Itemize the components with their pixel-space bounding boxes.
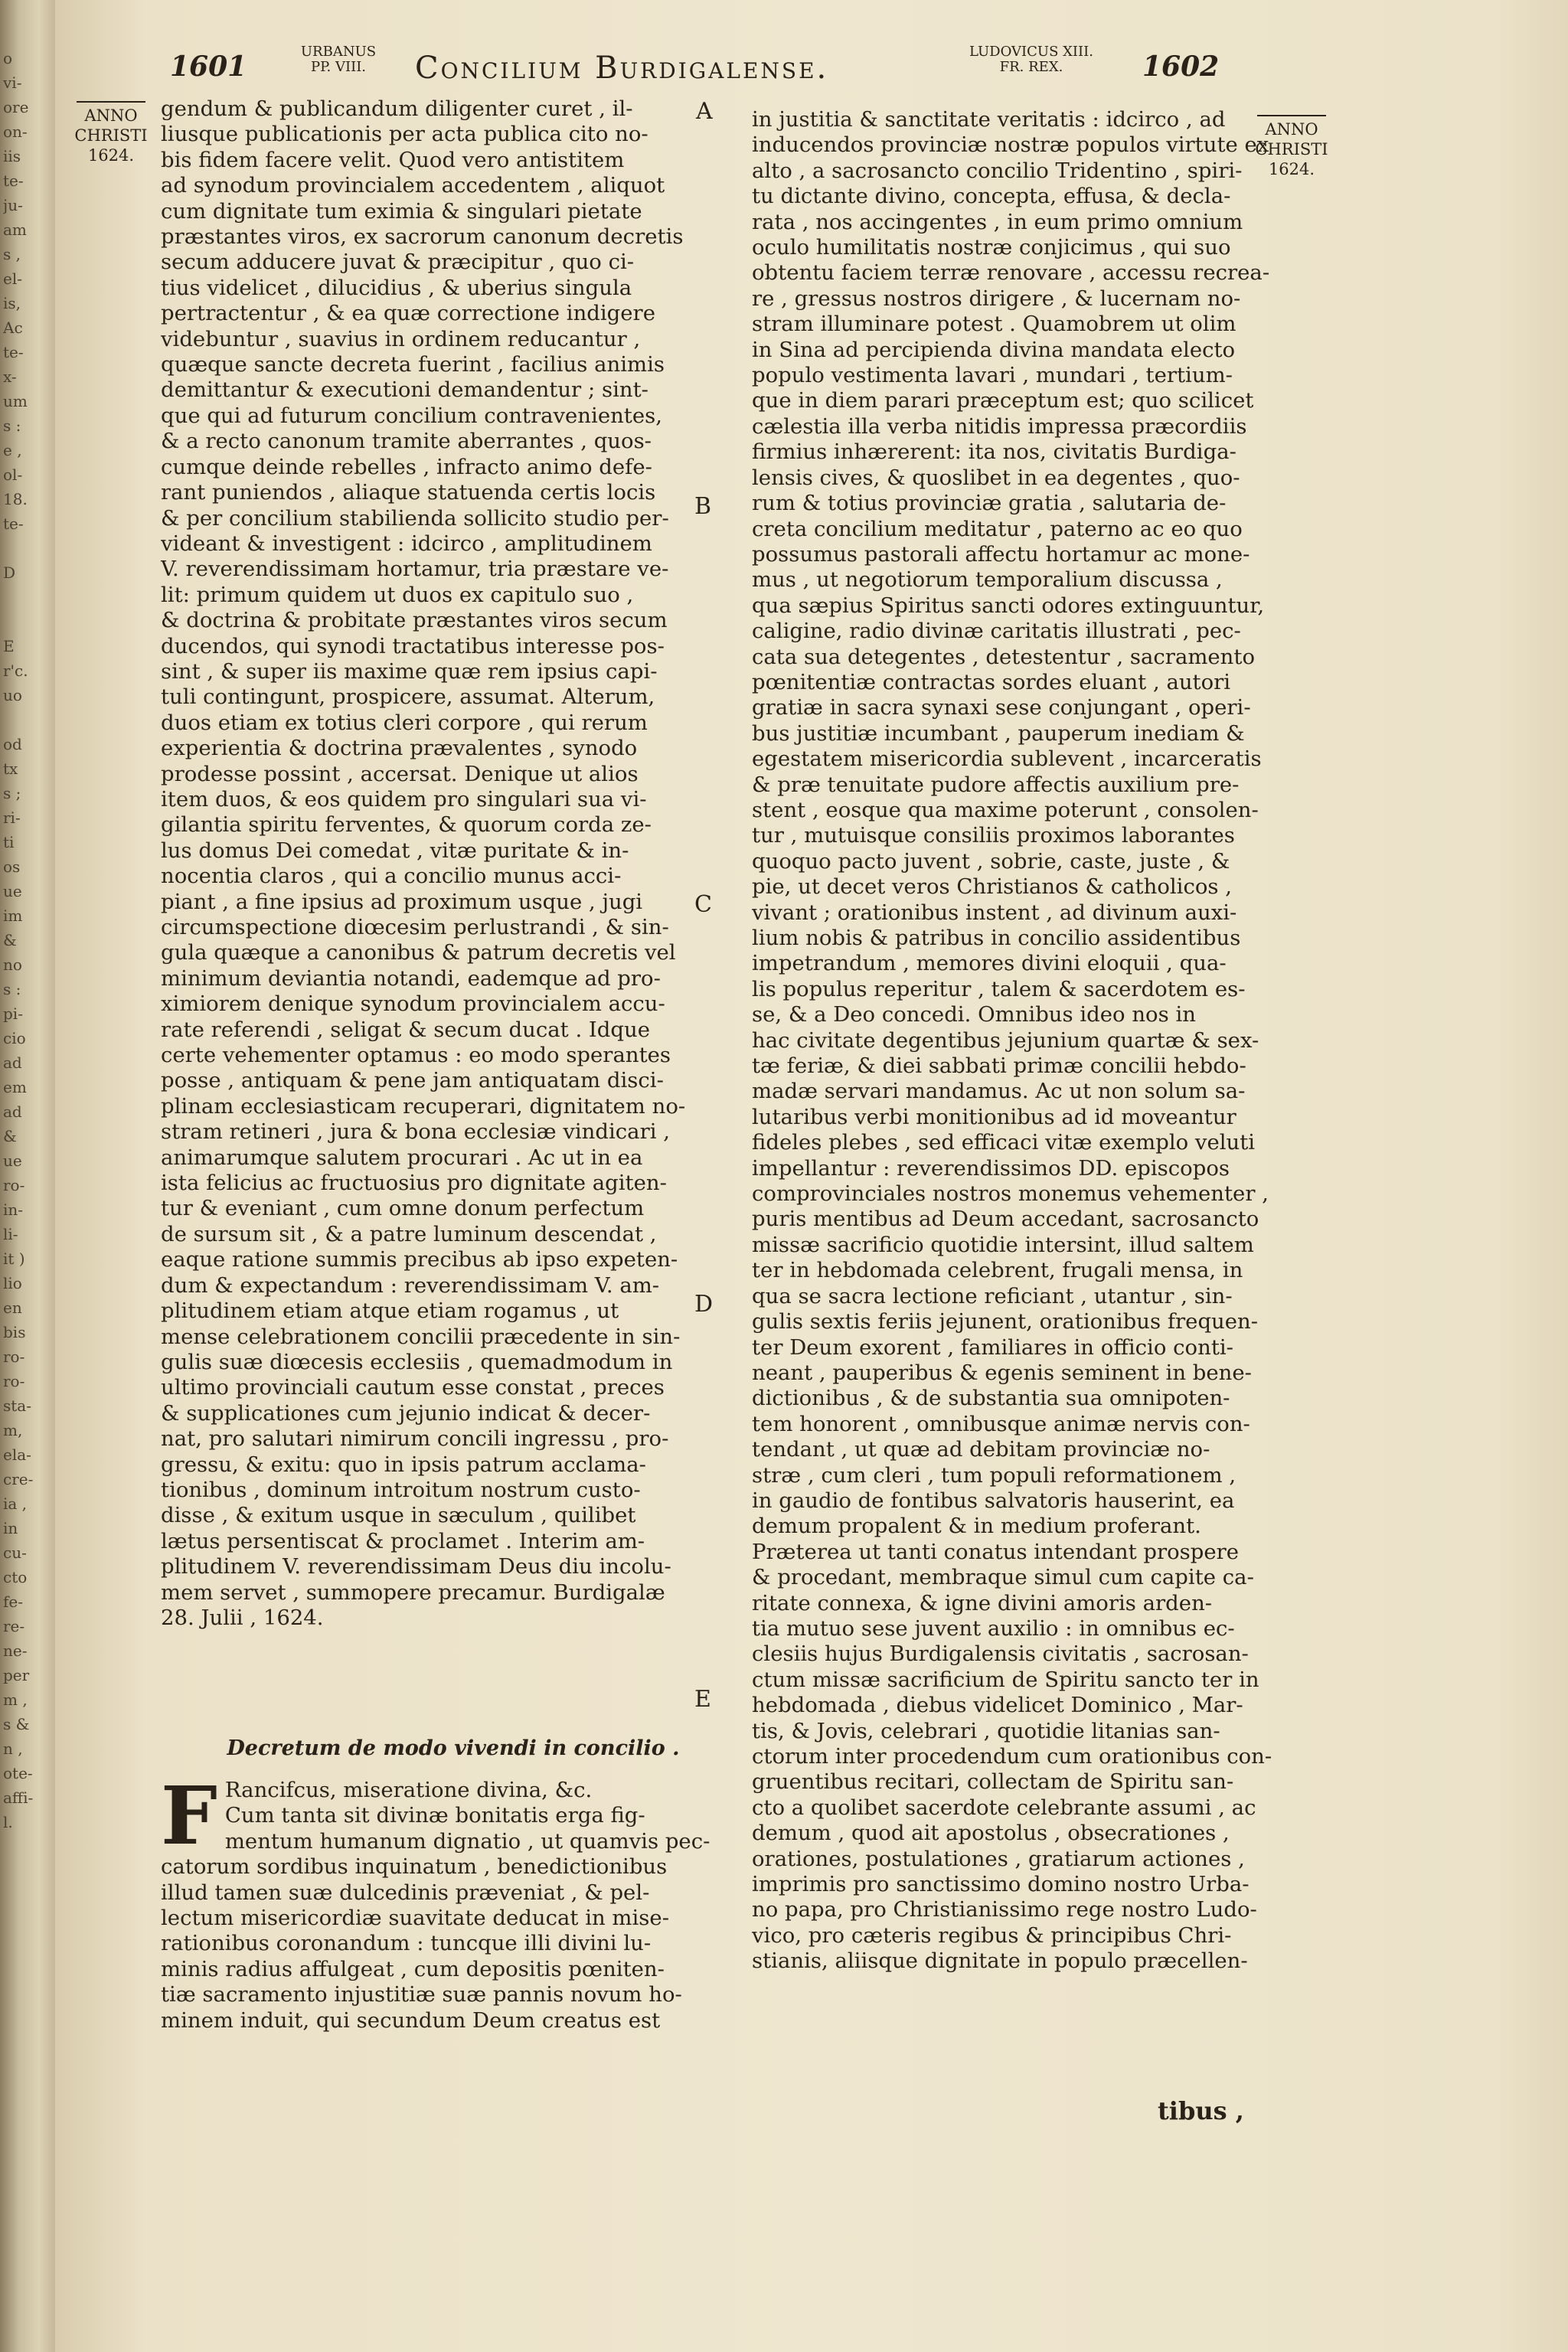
section-mark-a: A bbox=[696, 98, 713, 125]
text-line: demum , quod ait apostolus , obsecrationes , bbox=[752, 1821, 1230, 1846]
king-label bbox=[966, 44, 1096, 75]
text-line: pœnitentiæ contractas sordes eluant , autori bbox=[752, 669, 1231, 694]
text-line: fideles plebes , sed efficaci vitæ exemplo veluti bbox=[752, 1130, 1256, 1155]
text-line: gilantia spiritu ferventes, & quorum corda ze- bbox=[161, 812, 652, 838]
text-line: alto , a sacrosancto concilio Tridentino , spiri- bbox=[752, 158, 1243, 183]
text-line: tius videlicet , dilucidius , & uberius singula bbox=[161, 275, 632, 300]
text-line: piant , a fine ipsius ad proximum usque , jugi bbox=[161, 889, 643, 914]
decree-line: Cum tanta sit divinæ bonitatis erga fig- bbox=[224, 1803, 645, 1828]
text-line: no papa, pro Christianissimo rege nostro Ludo- bbox=[752, 1897, 1257, 1922]
text-line: ritate connexa, & igne divini amoris arden- bbox=[752, 1590, 1213, 1615]
text-line: neant , pauperibus & egenis seminent in bene- bbox=[752, 1360, 1252, 1385]
text-line: ad synodum provincialem accedentem , aliquot bbox=[161, 173, 665, 198]
text-line: stent , eosque qua maxime poterunt , consolen- bbox=[752, 797, 1259, 822]
text-line: prodesse possint , accersat. Denique ut alios bbox=[161, 761, 639, 786]
text-line: lis populus reperitur , talem & sacerdotem es- bbox=[752, 976, 1246, 1001]
text-line: dictionibus , & de substantia sua omnipoten- bbox=[752, 1386, 1230, 1411]
text-line: V. reverendissimam hortamur, tria præstare ve- bbox=[161, 557, 669, 582]
decree-line: Rancifcus, miseratione divina, &c. bbox=[224, 1778, 593, 1802]
text-line: de sursum sit , & a patre luminum descendat , bbox=[161, 1221, 657, 1246]
pope-number: PP. VIII. bbox=[310, 59, 367, 75]
text-line: oculo humilitatis nostræ conjicimus , qui suo bbox=[752, 235, 1231, 260]
text-line: obtentu faciem terræ renovare , accessu recrea- bbox=[752, 260, 1270, 286]
text-line: tionibus , dominum introitum nostrum custo- bbox=[161, 1477, 641, 1502]
text-line: creta concilium meditatur , paterno ac eo quo bbox=[752, 516, 1243, 541]
margin-year-left bbox=[69, 101, 153, 165]
text-line: qua se sacra lectione reficiant , utantur , sin- bbox=[752, 1283, 1233, 1308]
text-line: disse , & exitum usque in sæculum , quilibet bbox=[161, 1503, 636, 1528]
text-line: gula quæque a canonibus & patrum decretis vel bbox=[161, 940, 676, 965]
text-line: quoquo pacto juvent , sobrie, caste, juste , & bbox=[752, 848, 1230, 874]
text-line: nat, pro salutari nimirum concili ingressu , pro- bbox=[161, 1426, 669, 1452]
text-line: tur & eveniant , cum omne donum perfectum bbox=[161, 1196, 645, 1221]
text-line: 28. Julii , 1624. bbox=[161, 1605, 324, 1630]
text-line: firmius inhærerent: ita nos, civitatis Burdiga- bbox=[752, 439, 1236, 465]
section-mark-c: C bbox=[694, 891, 712, 918]
text-line: gruentibus recitari, collectam de Spiritu san- bbox=[752, 1769, 1234, 1795]
text-line: tur , mutuisque consiliis proximos laborantes bbox=[752, 823, 1235, 848]
text-line: mus , ut negotiorum temporalium discussa , bbox=[752, 567, 1223, 593]
text-line: mense celebrationem concilii præcedente in sin- bbox=[161, 1324, 681, 1349]
text-line: vivant ; orationibus instent , ad divinum auxi- bbox=[752, 900, 1237, 925]
text-line: lensis cives, & quoslibet in ea degentes , quo- bbox=[752, 465, 1240, 490]
text-line: gulis sextis feriis jejunent, orationibus frequen- bbox=[752, 1309, 1259, 1334]
text-line: que in diem parari præceptum est; quo scilicet bbox=[752, 388, 1254, 413]
page-number-right: 1602 bbox=[1142, 51, 1220, 83]
text-line: plinam ecclesiasticam recuperari, dignitatem no- bbox=[161, 1093, 686, 1119]
text-line: possumus pastorali affectu hortamur ac mone- bbox=[752, 541, 1250, 567]
text-line: tæ feriæ, & diei sabbati primæ concilii hebdo- bbox=[752, 1054, 1246, 1079]
text-line: lit: primum quidem ut duos ex capitulo suo , bbox=[161, 582, 634, 607]
text-line: rate referendi , seligat & secum ducat . Idque bbox=[161, 1017, 650, 1042]
text-line: certe vehementer optamus : eo modo sperantes bbox=[161, 1043, 671, 1068]
decree-line: rationibus coronandum : tuncque illi divini lu- bbox=[161, 1931, 652, 1956]
text-line: ter Deum exorent , familiares in officio conti- bbox=[752, 1334, 1233, 1360]
text-line: re , gressus nostros dirigere , & lucernam no- bbox=[752, 286, 1241, 311]
decree-text bbox=[161, 1769, 739, 2034]
text-line: in gaudio de fontibus salvatoris hauserint, ea bbox=[752, 1488, 1235, 1513]
text-line: cata sua detegentes , detestentur , sacramento bbox=[752, 644, 1256, 669]
text-line: & doctrina & probitate præstantes viros secum bbox=[161, 608, 668, 633]
decree-line: minis radius affulgeat , cum depositis pœniten- bbox=[161, 1956, 665, 1981]
decree-line: catorum sordibus inquinatum , benedictionibus bbox=[161, 1854, 668, 1880]
text-line: tis, & Jovis, celebrari , quotidie litanias san- bbox=[752, 1718, 1220, 1743]
pope-label bbox=[292, 44, 384, 75]
text-line: puris mentibus ad Deum accedant, sacrosancto bbox=[752, 1207, 1259, 1232]
facing-page-text: o vi- ore on- iis te- ju- am s , el- is, Ac te- x- um s : e , ol- 18. te- D E r'c. uo od tx s ; ri- ti os ue im & no s : pi- cio ad em ad & ue ro- in- li- it ) lio en bis ro- ro- sta- m, ela- cre- ia , in cu- cto fe- re- ne- per m , s & n , ote- affi- l. bbox=[3, 49, 34, 1831]
text-line: que qui ad futurum concilium contravenientes, bbox=[161, 403, 662, 428]
section-mark-e: E bbox=[694, 1686, 711, 1713]
text-line: experientia & doctrina prævalentes , synodo bbox=[161, 736, 638, 761]
text-line: tem honorent , omnibusque animæ nervis con- bbox=[752, 1411, 1250, 1436]
text-line: eaque ratione summis precibus ab ipso expeten- bbox=[161, 1247, 678, 1272]
text-line: videant & investigent : idcirco , amplitudinem bbox=[161, 531, 652, 556]
king-name: LUDOVICUS XIII. bbox=[969, 44, 1093, 60]
text-line: stianis, aliisque dignitate in populo præcellen- bbox=[752, 1949, 1248, 1974]
book-page bbox=[55, 0, 1568, 2352]
text-line: madæ servari mandamus. Ac ut non solum sa- bbox=[752, 1079, 1246, 1104]
text-line: sint , & super iis maxime quæ rem ipsius capi- bbox=[161, 658, 658, 684]
text-line: ximiorem denique synodum provincialem accu- bbox=[161, 991, 665, 1017]
text-line: & supplicationes cum jejunio indicat & decer- bbox=[161, 1400, 651, 1426]
text-line: rum & totius provinciæ gratia , salutaria de- bbox=[752, 491, 1227, 516]
text-line: ista felicius ac fructuosius pro dignitate agiten- bbox=[161, 1171, 667, 1196]
decree-line: mentum humanum dignatio , ut quamvis pec- bbox=[224, 1828, 710, 1854]
text-line: tuli contingunt, prospicere, assumat. Alterum, bbox=[161, 684, 655, 710]
text-line: item duos, & eos quidem pro singulari sua vi- bbox=[161, 786, 647, 812]
text-line: ter in hebdomada celebrent, frugali mensa, in bbox=[752, 1258, 1243, 1283]
decree-line: lectum misericordiæ suavitate deducat in mise- bbox=[161, 1906, 669, 1931]
section-mark-d: D bbox=[694, 1291, 714, 1318]
text-line: in justitia & sanctitate veritatis : idcirco , ad bbox=[752, 107, 1226, 132]
running-header bbox=[55, 44, 1568, 90]
text-line: in Sina ad percipienda divina mandata electo bbox=[752, 337, 1236, 362]
text-line: se, & a Deo concedi. Omnibus ideo nos in bbox=[752, 1002, 1196, 1027]
pope-name: URBANUS bbox=[300, 44, 377, 60]
text-line: clesiis hujus Burdigalensis civitatis , sacrosan- bbox=[752, 1642, 1249, 1667]
text-line: demum propalent & in medium proferant. bbox=[752, 1514, 1201, 1539]
text-line: lium nobis & patribus in concilio assidentibus bbox=[752, 926, 1241, 950]
text-line: imprimis pro sanctissimo domino nostro Urba- bbox=[752, 1872, 1250, 1897]
text-line: vico, pro cæteris regibus & principibus Chri- bbox=[752, 1922, 1232, 1948]
text-line: hebdomada , diebus videlicet Dominico , Mar- bbox=[752, 1693, 1243, 1718]
catchword: tibus , bbox=[1158, 2096, 1244, 2125]
page-title: Concilium Burdigalense. bbox=[415, 51, 829, 86]
text-line: cto a quolibet sacerdote celebrante assumi , ac bbox=[752, 1795, 1256, 1820]
text-line: impellantur : reverendissimos DD. episcopos bbox=[752, 1155, 1230, 1181]
text-line: gulis suæ diœcesis ecclesiis , quemadmodum in bbox=[161, 1349, 673, 1374]
text-line: ultimo provinciali cautum esse constat , preces bbox=[161, 1375, 665, 1400]
text-line: missæ sacrificio quotidie intersint, illud saltem bbox=[752, 1232, 1254, 1257]
text-line: quæque sancte decreta fuerint , facilius animis bbox=[161, 352, 665, 377]
text-line: ctum missæ sacrificium de Spiritu sancto ter in bbox=[752, 1667, 1259, 1692]
text-line: ducendos, qui synodi tractatibus interesse pos- bbox=[161, 633, 665, 658]
text-line: & procedant, membraque simul cum capite ca- bbox=[752, 1565, 1254, 1590]
page-number-left: 1601 bbox=[170, 51, 247, 83]
text-line: ctorum inter procedendum cum orationibus con- bbox=[752, 1744, 1272, 1769]
text-line: lætus persentiscat & proclamet . Interim am- bbox=[161, 1528, 645, 1553]
text-line: bus justitiæ incumbant , pauperum inediam & bbox=[752, 720, 1245, 746]
left-column-text bbox=[161, 96, 739, 1631]
text-line: pie, ut decet veros Christianos & catholicos , bbox=[752, 874, 1233, 900]
decree-heading: Decretum de modo vivendi in concilio . bbox=[227, 1736, 680, 1760]
text-line: gratiæ in sacra synaxi sese conjungant , operi- bbox=[752, 695, 1251, 720]
text-line: & per concilium stabilienda sollicito studio per- bbox=[161, 505, 669, 531]
text-line: animarumque salutem procurari . Ac ut in ea bbox=[161, 1145, 643, 1170]
text-line: rata , nos accingentes , in eum primo omnium bbox=[752, 209, 1243, 234]
text-line: plitudinem V. reverendissimam Deus diu incolu- bbox=[161, 1554, 671, 1579]
text-line: inducendos provinciæ nostræ populos virtute ex bbox=[752, 132, 1269, 158]
decree-line: illud tamen suæ dulcedinis præveniat , & pel- bbox=[161, 1880, 650, 1905]
margin-year-right-text: ANNO CHRISTI 1624. bbox=[1255, 120, 1328, 178]
text-line: mem servet , summopere precamur. Burdigalæ bbox=[161, 1579, 665, 1605]
text-line: gendum & publicandum diligenter curet , il- bbox=[161, 96, 633, 121]
text-line: bis fidem facere velit. Quod vero antistitem bbox=[161, 147, 625, 172]
text-line: impetrandum , memores divini eloquii , qua- bbox=[752, 951, 1227, 976]
text-line: caligine, radio divinæ caritatis illustrati , pec- bbox=[752, 619, 1241, 644]
text-line: hac civitate degentibus jejunium quartæ & sex- bbox=[752, 1027, 1259, 1053]
section-mark-b: B bbox=[694, 493, 712, 520]
text-line: & a recto canonum tramite aberrantes , quos- bbox=[161, 429, 652, 454]
text-line: populo vestimenta lavari , mundari , tertium- bbox=[752, 363, 1233, 388]
text-line: comprovinciales nostros monemus vehementer , bbox=[752, 1181, 1269, 1207]
text-line: cælestia illa verba nitidis impressa præcordiis bbox=[752, 413, 1247, 439]
text-line: orationes, postulationes , gratiarum actiones , bbox=[752, 1846, 1245, 1871]
text-line: tu dictante divino, concepta, effusa, & decla- bbox=[752, 184, 1231, 209]
text-line: secum adducere juvat & præcipitur , quo ci- bbox=[161, 250, 635, 275]
margin-year-left-text: ANNO CHRISTI 1624. bbox=[74, 106, 148, 165]
text-line: lus domus Dei comedat , vitæ puritate & in- bbox=[161, 838, 629, 863]
text-line: gressu, & exitu: quo in ipsis patrum acclama- bbox=[161, 1452, 646, 1477]
text-line: Præterea ut tanti conatus intendant prospere bbox=[752, 1539, 1240, 1564]
king-title: FR. REX. bbox=[999, 59, 1063, 75]
text-line: egestatem misericordia sublevent , incarceratis bbox=[752, 746, 1262, 772]
text-line: dum & expectandum : reverendissimam V. am- bbox=[161, 1272, 660, 1298]
text-line: pertractentur , & ea quæ correctione indigere bbox=[161, 301, 655, 326]
text-line: & præ tenuitate pudore affectis auxilium pre- bbox=[752, 772, 1240, 797]
text-line: nocentia claros , qui a concilio munus acci- bbox=[161, 864, 622, 889]
text-line: præstantes viros, ex sacrorum canonum decretis bbox=[161, 224, 684, 250]
text-line: stræ , cum cleri , tum populi reformationem , bbox=[752, 1462, 1236, 1488]
text-line: tia mutuo sese juvent auxilio : in omnibus ec- bbox=[752, 1615, 1235, 1641]
text-line: demittantur & executioni demandentur ; sint- bbox=[161, 377, 648, 403]
text-line: cumque deinde rebelles , infracto animo defe- bbox=[161, 454, 652, 479]
text-line: stram illuminare potest . Quamobrem ut olim bbox=[752, 312, 1236, 337]
text-line: tendant , ut quæ ad debitam provinciæ no- bbox=[752, 1437, 1210, 1462]
text-line: plitudinem etiam atque etiam rogamus , ut bbox=[161, 1298, 619, 1324]
text-line: minimum deviantia notandi, eademque ad pro- bbox=[161, 965, 661, 991]
text-line: liusque publicationis per acta publica cito no- bbox=[161, 122, 648, 147]
margin-rule bbox=[77, 101, 145, 103]
text-line: videbuntur , suavius in ordinem reducantur , bbox=[161, 326, 641, 351]
text-line: cum dignitate tum eximia & singulari pietate bbox=[161, 198, 642, 224]
decree-line: minem induit, qui secundum Deum creatus est bbox=[161, 2007, 661, 2033]
decree-line: tiæ sacramento injustitiæ suæ pannis novum ho- bbox=[161, 1982, 682, 2007]
drop-cap: F bbox=[161, 1769, 217, 1863]
text-line: rant puniendos , aliaque statuenda certis locis bbox=[161, 480, 656, 505]
text-line: lutaribus verbi monitionibus ad id moveantur bbox=[752, 1104, 1236, 1129]
right-column-text bbox=[752, 107, 1331, 1975]
facing-page-edge bbox=[0, 0, 55, 2352]
text-line: posse , antiquam & pene jam antiquatam disci- bbox=[161, 1068, 664, 1093]
text-line: stram retineri , jura & bona ecclesiæ vindicari , bbox=[161, 1119, 670, 1145]
text-line: qua sæpius Spiritus sancti odores extinguuntur, bbox=[752, 593, 1265, 618]
text-line: duos etiam ex totius cleri corpore , qui rerum bbox=[161, 710, 648, 735]
text-line: circumspectione diœcesim perlustrandi , & sin- bbox=[161, 915, 669, 939]
